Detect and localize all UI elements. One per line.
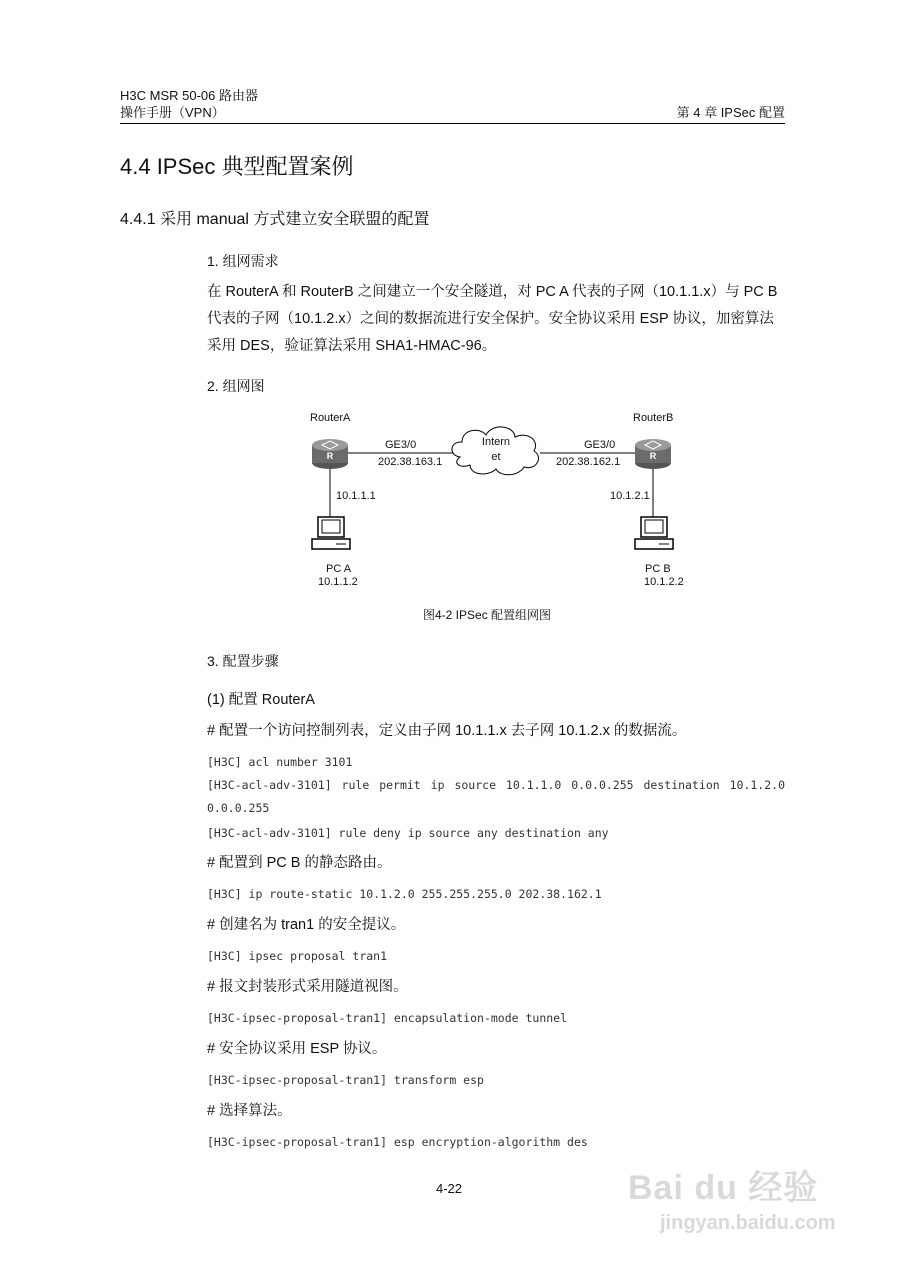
subsection-title: 4.4.1 采用 manual 方式建立安全联盟的配置 [120, 211, 430, 228]
code-line: [H3C-ipsec-proposal-tran1] transform esp [207, 1073, 484, 1087]
router-b-label: RouterB [633, 412, 674, 424]
figure-caption: 图4-2 IPSec 配置组网图 [423, 608, 552, 622]
pc-b-ip: 10.1.2.2 [644, 576, 684, 588]
code-line: [H3C] ipsec proposal tran1 [207, 949, 388, 963]
router-a-lan-ip: 10.1.1.1 [336, 490, 376, 502]
internet-cloud-icon [452, 427, 539, 475]
comment-protocol: # 安全协议采用 ESP 协议。 [207, 1041, 387, 1057]
header-manual: 操作手册（VPN） [120, 105, 225, 120]
watermark-logo: Bai du 经验 [628, 1169, 819, 1207]
router-a-interface: GE3/0 [385, 439, 417, 451]
internet-label-1: Intern [481, 436, 511, 448]
code-line: [H3C] ip route-static 10.1.2.0 255.255.255.0 202.38.162.1 [207, 887, 602, 901]
router-b-lan-ip: 10.1.2.1 [610, 490, 650, 502]
comment-proposal: # 创建名为 tran1 的安全提议。 [207, 917, 406, 933]
pc-a-label: PC A [326, 563, 352, 575]
code-line: [H3C-acl-adv-3101] rule permit ip source 10.1.1.0 0.0.0.255 destination 10.1.2.0 0.0.0.255 [207, 778, 785, 815]
pc-b-icon [635, 517, 673, 549]
router-a-label: RouterA [310, 412, 351, 424]
watermark-url: jingyan.baidu.com [660, 1212, 836, 1234]
header-rule [120, 123, 785, 124]
header-chapter: 第 4 章 IPSec 配置 [676, 105, 785, 120]
code-line: [H3C-acl-adv-3101] rule deny ip source any destination any [207, 826, 609, 840]
router-b-interface: GE3/0 [584, 439, 616, 451]
step3-title: 3. 配置步骤 [207, 653, 279, 669]
code-line: [H3C-ipsec-proposal-tran1] esp encryption-algorithm des [207, 1135, 588, 1149]
router-a-icon [312, 439, 348, 469]
pc-b-label: PC B [645, 563, 671, 575]
pc-a-ip: 10.1.1.2 [318, 576, 358, 588]
comment-algorithm: # 选择算法。 [207, 1103, 292, 1119]
pc-a-icon [312, 517, 350, 549]
page-number: 4-22 [436, 1181, 463, 1196]
section-title: 4.4 IPSec 典型配置案例 [120, 154, 354, 179]
step1-text: 在 RouterA 和 RouterB 之间建立一个安全隧道，对 PC A 代表的子网（10.1.1.x）与 PC B 代表的子网（10.1.2.x）之间的数据流进行安全保护。安全协议采用 ESP 协议，加密算法采用 DES，验证算法采用 SHA1-HMAC-96。 [207, 284, 778, 354]
router-b-icon [635, 439, 671, 469]
internet-label-2: et [491, 451, 501, 463]
network-diagram [300, 405, 700, 595]
code-line: [H3C-ipsec-proposal-tran1] encapsulation-mode tunnel [207, 1011, 568, 1025]
comment-static-route: # 配置到 PC B 的静态路由。 [207, 855, 392, 871]
comment-acl: # 配置一个访问控制列表，定义由子网 10.1.1.x 去子网 10.1.2.x 的数据流。 [207, 723, 687, 739]
router-b-glyph: R [649, 451, 657, 461]
step1-title: 1. 组网需求 [207, 253, 279, 269]
step2-title: 2. 组网图 [207, 378, 265, 394]
sub-step-router-a: (1) 配置 RouterA [207, 692, 315, 708]
router-a-glyph: R [326, 451, 334, 461]
router-b-wan-ip: 202.38.162.1 [556, 456, 621, 468]
code-line: [H3C] acl number 3101 [207, 755, 353, 769]
comment-encapsulation: # 报文封装形式采用隧道视图。 [207, 979, 408, 995]
header-product: H3C MSR 50-06 路由器 [120, 88, 258, 103]
router-a-wan-ip: 202.38.163.1 [378, 456, 443, 468]
